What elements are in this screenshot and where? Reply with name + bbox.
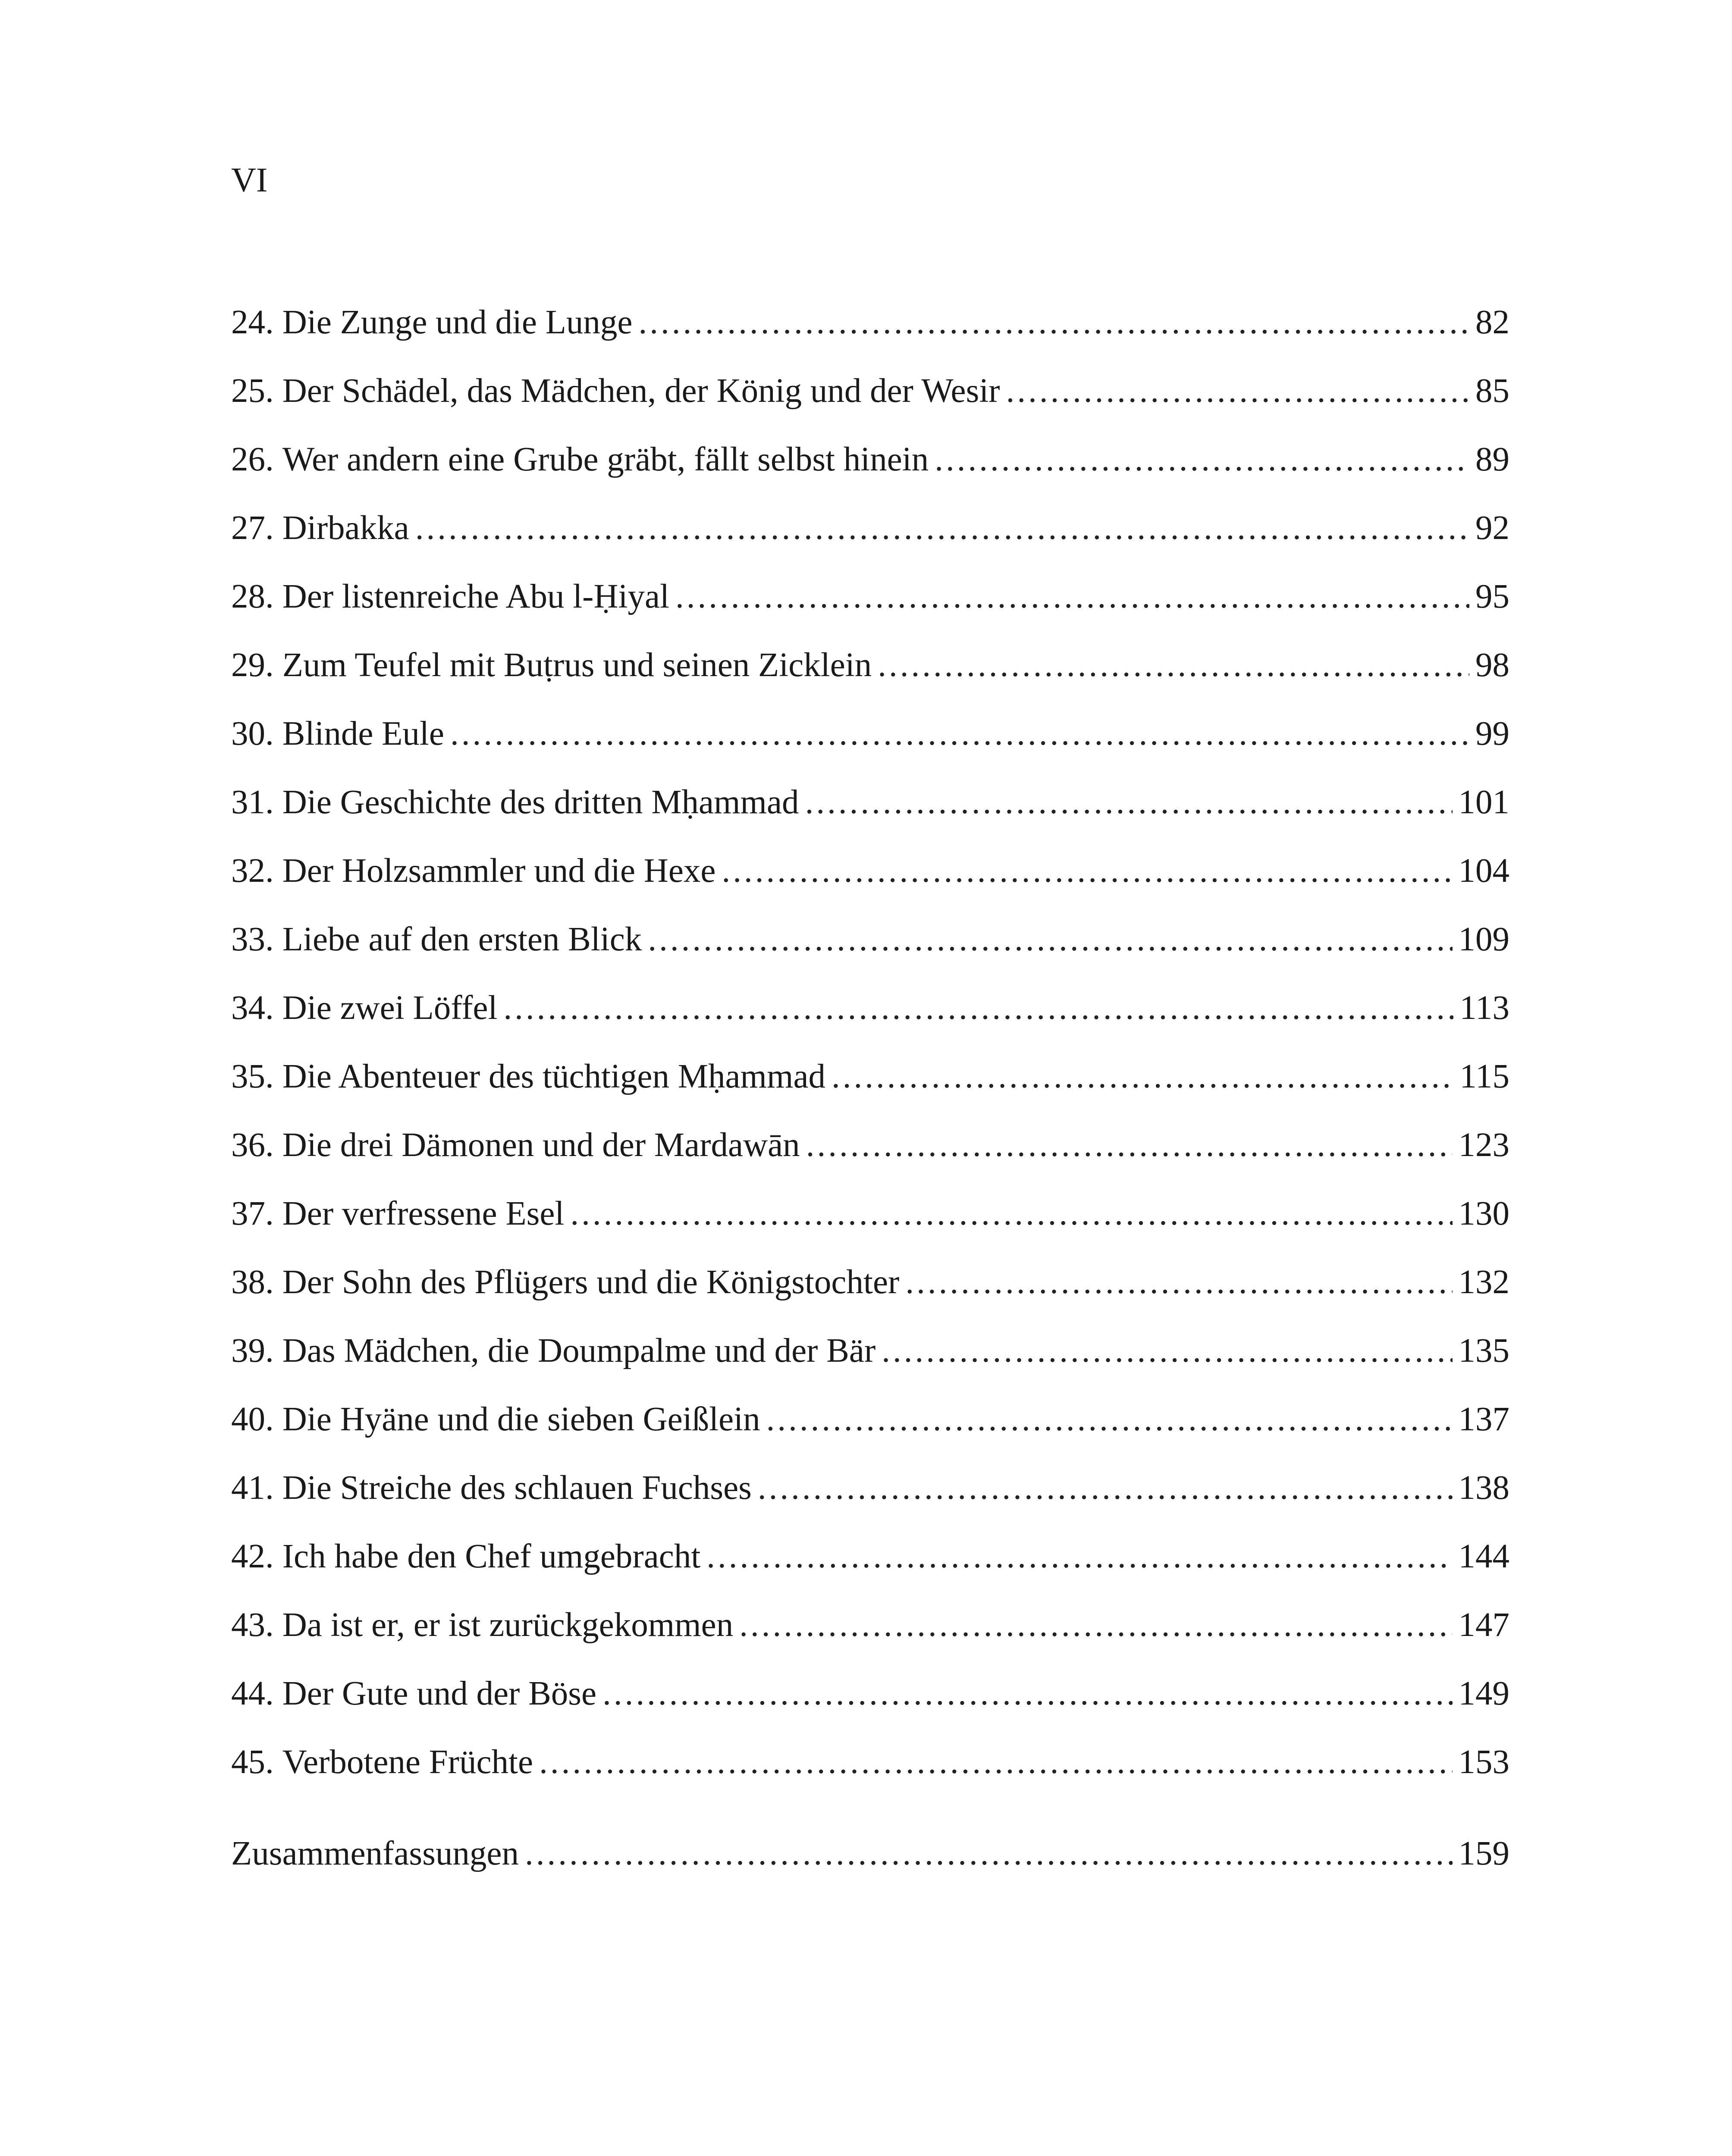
toc-entry-number: 43.	[231, 1606, 274, 1644]
toc-entry-title: Blinde Eule	[282, 715, 444, 752]
leader-dots	[766, 1385, 1453, 1454]
toc-entry-32	[231, 837, 1509, 905]
toc-entry-number: 35.	[231, 1058, 274, 1095]
toc-entry-number: 27.	[231, 509, 274, 547]
toc-entry-number: 28.	[231, 578, 274, 615]
leader-dots	[905, 1248, 1452, 1316]
toc-entry-title: Die Abenteuer des tüchtigen Mḥammad	[282, 1058, 826, 1095]
toc-entry-page: 89	[1475, 441, 1509, 478]
toc-entry-34	[231, 974, 1509, 1042]
toc-entry-page: 147	[1458, 1606, 1509, 1644]
toc-entry-page: 153	[1458, 1743, 1509, 1781]
toc-entry-number: 30.	[231, 715, 274, 752]
toc-entry-page: 159	[1458, 1835, 1509, 1872]
toc-entry-number: 31.	[231, 783, 274, 821]
leader-dots	[806, 1111, 1453, 1179]
toc-entry-27	[231, 494, 1509, 562]
toc-entry-title: Zusammenfassungen	[231, 1835, 519, 1872]
toc-entry-43	[231, 1591, 1509, 1659]
leader-dots	[450, 699, 1469, 768]
toc-entry-page: 113	[1459, 989, 1509, 1027]
toc-entry-title: Die Geschichte des dritten Mḥammad	[282, 783, 799, 821]
toc-entry-number: 44.	[231, 1675, 274, 1712]
toc-entry-title: Ich habe den Chef umgebracht	[282, 1538, 701, 1575]
toc-entry-24	[231, 288, 1509, 357]
toc-entry-number: 37.	[231, 1195, 274, 1232]
toc-entry-title: Liebe auf den ersten Blick	[282, 921, 642, 958]
toc-entry-30	[231, 699, 1509, 768]
leader-dots	[878, 631, 1469, 699]
leader-dots	[638, 288, 1469, 357]
toc-entry-25	[231, 357, 1509, 425]
toc-entry-number: 32.	[231, 852, 274, 890]
toc-entry-page: 138	[1458, 1469, 1509, 1507]
leader-dots	[602, 1659, 1452, 1728]
toc-entry-33	[231, 905, 1509, 974]
leader-dots	[706, 1522, 1452, 1591]
toc-entry-number: 42.	[231, 1538, 274, 1575]
toc-entry-number: 45.	[231, 1743, 274, 1781]
toc-entry-title: Der verfressene Esel	[282, 1195, 565, 1232]
toc-entry-title: Die Streiche des schlauen Fuchses	[282, 1469, 752, 1507]
toc-entry-26	[231, 425, 1509, 494]
table-of-contents	[231, 288, 1509, 1888]
toc-entry-title: Zum Teufel mit Buṭrus und seinen Zicklein	[282, 646, 872, 684]
page-number: VI	[231, 161, 268, 199]
toc-entry-page: 98	[1475, 646, 1509, 684]
toc-entry-title: Da ist er, er ist zurückgekommen	[282, 1606, 734, 1644]
toc-entry-42	[231, 1522, 1509, 1591]
toc-entry-40	[231, 1385, 1509, 1454]
toc-entry-page: 109	[1458, 921, 1509, 958]
toc-entry-41	[231, 1454, 1509, 1522]
toc-entry-title: Die drei Dämonen und der Mardawān	[282, 1126, 800, 1164]
toc-entry-page: 135	[1458, 1332, 1509, 1369]
toc-entry-number: 36.	[231, 1126, 274, 1164]
toc-entry-page: 85	[1475, 372, 1509, 410]
toc-entry-page: 132	[1458, 1263, 1509, 1301]
leader-dots	[935, 425, 1469, 494]
toc-entry-44	[231, 1659, 1509, 1728]
toc-entry-number: 29.	[231, 646, 274, 684]
toc-entry-title: Verbotene Früchte	[282, 1743, 533, 1781]
leader-dots	[831, 1042, 1453, 1111]
toc-entry-31	[231, 768, 1509, 837]
toc-entry-number: 25.	[231, 372, 274, 410]
toc-entry-39	[231, 1316, 1509, 1385]
toc-entry-title: Der Sohn des Pflügers und die Königstochter	[282, 1263, 900, 1301]
toc-entry-page: 101	[1458, 783, 1509, 821]
toc-entry-page: 144	[1458, 1538, 1509, 1575]
toc-entry-number: 38.	[231, 1263, 274, 1301]
toc-entry-page: 95	[1475, 578, 1509, 615]
toc-entry-page: 82	[1475, 304, 1509, 341]
toc-entry-number: 39.	[231, 1332, 274, 1369]
toc-entry-29	[231, 631, 1509, 699]
toc-entry-45	[231, 1728, 1509, 1796]
toc-entry-number: 24.	[231, 304, 274, 341]
toc-entry-page: 115	[1459, 1058, 1509, 1095]
toc-entry-title: Die Hyäne und die sieben Geißlein	[282, 1401, 760, 1438]
toc-entry-page: 104	[1458, 852, 1509, 890]
toc-entry-title: Der Gute und der Böse	[282, 1675, 597, 1712]
leader-dots	[539, 1728, 1452, 1796]
toc-entry-number: 34.	[231, 989, 274, 1027]
toc-entry-page: 92	[1475, 509, 1509, 547]
leader-dots	[722, 837, 1452, 905]
toc-entry-number: 40.	[231, 1401, 274, 1438]
leader-dots	[675, 562, 1469, 631]
toc-entry-title: Wer andern eine Grube gräbt, fällt selbst hinein	[282, 441, 929, 478]
toc-entry-title: Dirbakka	[282, 509, 409, 547]
toc-entry-title: Der Schädel, das Mädchen, der König und der Wesir	[282, 372, 1000, 410]
leader-dots	[758, 1454, 1453, 1522]
toc-entry-37	[231, 1179, 1509, 1248]
toc-entry-summaries	[231, 1819, 1509, 1888]
toc-entry-title: Die Zunge und die Lunge	[282, 304, 633, 341]
toc-entry-page: 99	[1475, 715, 1509, 752]
toc-entry-number: 26.	[231, 441, 274, 478]
toc-entry-title: Der Holzsammler und die Hexe	[282, 852, 716, 890]
leader-dots	[648, 905, 1452, 974]
toc-entry-title: Die zwei Löffel	[282, 989, 498, 1027]
toc-entry-38	[231, 1248, 1509, 1316]
toc-entry-28	[231, 562, 1509, 631]
toc-entry-page: 149	[1458, 1675, 1509, 1712]
leader-dots	[805, 768, 1453, 837]
leader-dots	[1006, 357, 1469, 425]
toc-entry-title: Der listenreiche Abu l-Ḥiyal	[282, 578, 669, 615]
toc-entry-page: 130	[1458, 1195, 1509, 1232]
toc-entry-number: 33.	[231, 921, 274, 958]
toc-entry-number: 41.	[231, 1469, 274, 1507]
toc-entry-page: 137	[1458, 1401, 1509, 1438]
leader-dots	[503, 974, 1453, 1042]
toc-entry-page: 123	[1458, 1126, 1509, 1164]
toc-entry-36	[231, 1111, 1509, 1179]
leader-dots	[570, 1179, 1452, 1248]
leader-dots	[739, 1591, 1452, 1659]
toc-entry-35	[231, 1042, 1509, 1111]
leader-dots	[882, 1316, 1452, 1385]
leader-dots	[415, 494, 1469, 562]
toc-entry-title: Das Mädchen, die Doumpalme und der Bär	[282, 1332, 876, 1369]
leader-dots	[525, 1819, 1453, 1888]
